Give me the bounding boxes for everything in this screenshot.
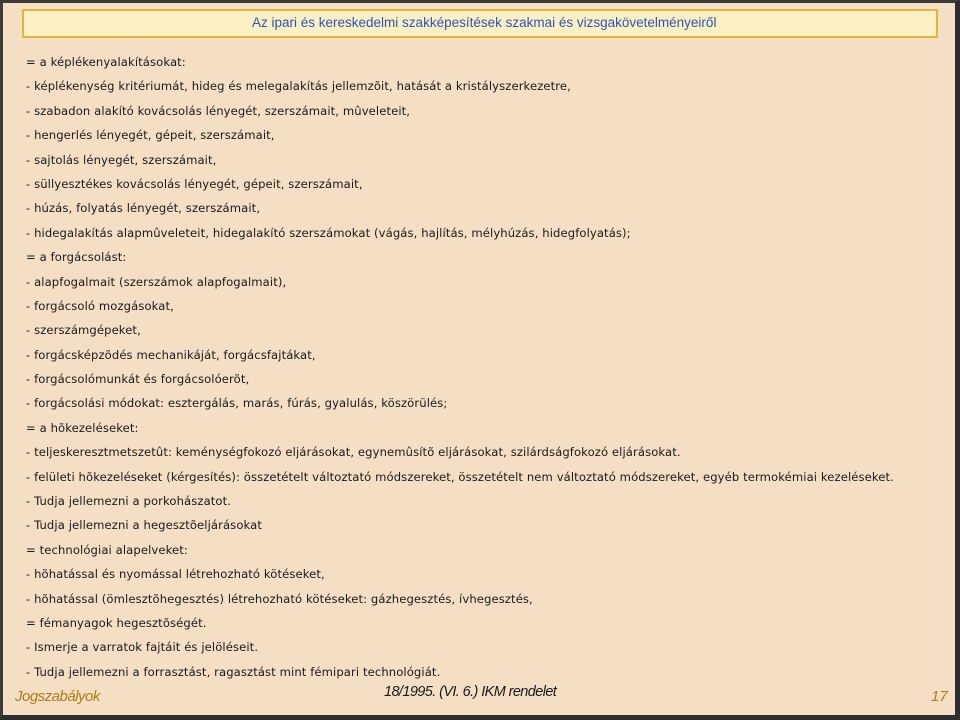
text-line: - hengerlés lényegét, gépeit, szerszámait, bbox=[26, 128, 275, 143]
text-line: - szabadon alakító kovácsolás lényegét, szerszámait, mûveleteit, bbox=[26, 103, 411, 118]
text-line: = a hõkezeléseket: bbox=[26, 420, 139, 435]
text-line: - szerszámgépeket, bbox=[26, 323, 141, 338]
text-line: - Tudja jellemezni a porkohászatot. bbox=[26, 494, 232, 509]
footer-regulation-reference: 18/1995. (VI. 6.) IKM rendelet bbox=[384, 684, 557, 700]
text-line: - sajtolás lényegét, szerszámait, bbox=[26, 152, 217, 167]
text-line: - képlékenység kritériumát, hideg és melegalakítás jellemzõit, hatását a kristályszerkezetre, bbox=[26, 79, 571, 94]
text-line: = a képlékenyalakításokat: bbox=[26, 55, 186, 69]
text-line: - hõhatással és nyomással létrehozható kötéseket, bbox=[26, 567, 325, 582]
text-line: - Tudja jellemezni a forrasztást, ragasztást mint fémipari technológiát. bbox=[26, 664, 441, 679]
text-line: - hidegalakítás alapmûveleteit, hidegalakító szerszámokat (vágás, hajlítás, mélyhúzás, hidegfolyatás); bbox=[26, 225, 631, 240]
text-line: - forgácsolási módokat: esztergálás, marás, fúrás, gyalulás, köszörülés; bbox=[26, 396, 448, 411]
text-line: = a forgácsolást: bbox=[26, 250, 127, 265]
text-line: - Tudja jellemezni a hegesztõeljárásokat bbox=[26, 518, 262, 533]
text-line: - felületi hõkezeléseket (kérgesítés): összetételt változtató módszereket, összetételt nem változtató módszereket, egyéb termokémiai kezeléseket. bbox=[26, 469, 894, 484]
text-line: - süllyesztékes kovácsolás lényegét, gépeit, szerszámait, bbox=[26, 176, 363, 191]
footer-source-label: Jogszabályok bbox=[15, 688, 100, 705]
text-line: = technológiai alapelveket: bbox=[26, 542, 188, 557]
page-title: Az ipari és kereskedelmi szakképesítések szakmai és vizsgakövetelményeiről bbox=[252, 15, 717, 30]
text-line: - hõhatással (ömlesztõhegesztés) létrehozható kötéseket: gázhegesztés, ívhegesztés, bbox=[26, 591, 533, 606]
text-line: - Ismerje a varratok fajtáit és jelöléseit. bbox=[26, 640, 259, 655]
text-line: - teljeskeresztmetszetût: keménységfokozó eljárásokat, egynemûsítõ eljárásokat, szilárdságfokozó eljárásokat. bbox=[26, 445, 681, 460]
text-line: - alapfogalmait (szerszámok alapfogalmait), bbox=[26, 274, 287, 289]
text-line: - forgácsolómunkát és forgácsolóerõt, bbox=[26, 372, 250, 387]
text-line: - forgácsképzõdés mechanikáját, forgácsfajtákat, bbox=[26, 347, 316, 362]
text-line: - forgácsoló mozgásokat, bbox=[26, 298, 174, 313]
page-number: 17 bbox=[931, 688, 948, 705]
text-line: = fémanyagok hegesztõségét. bbox=[26, 615, 207, 630]
text-line: - húzás, folyatás lényegét, szerszámait, bbox=[26, 201, 261, 216]
document-body bbox=[26, 53, 936, 687]
